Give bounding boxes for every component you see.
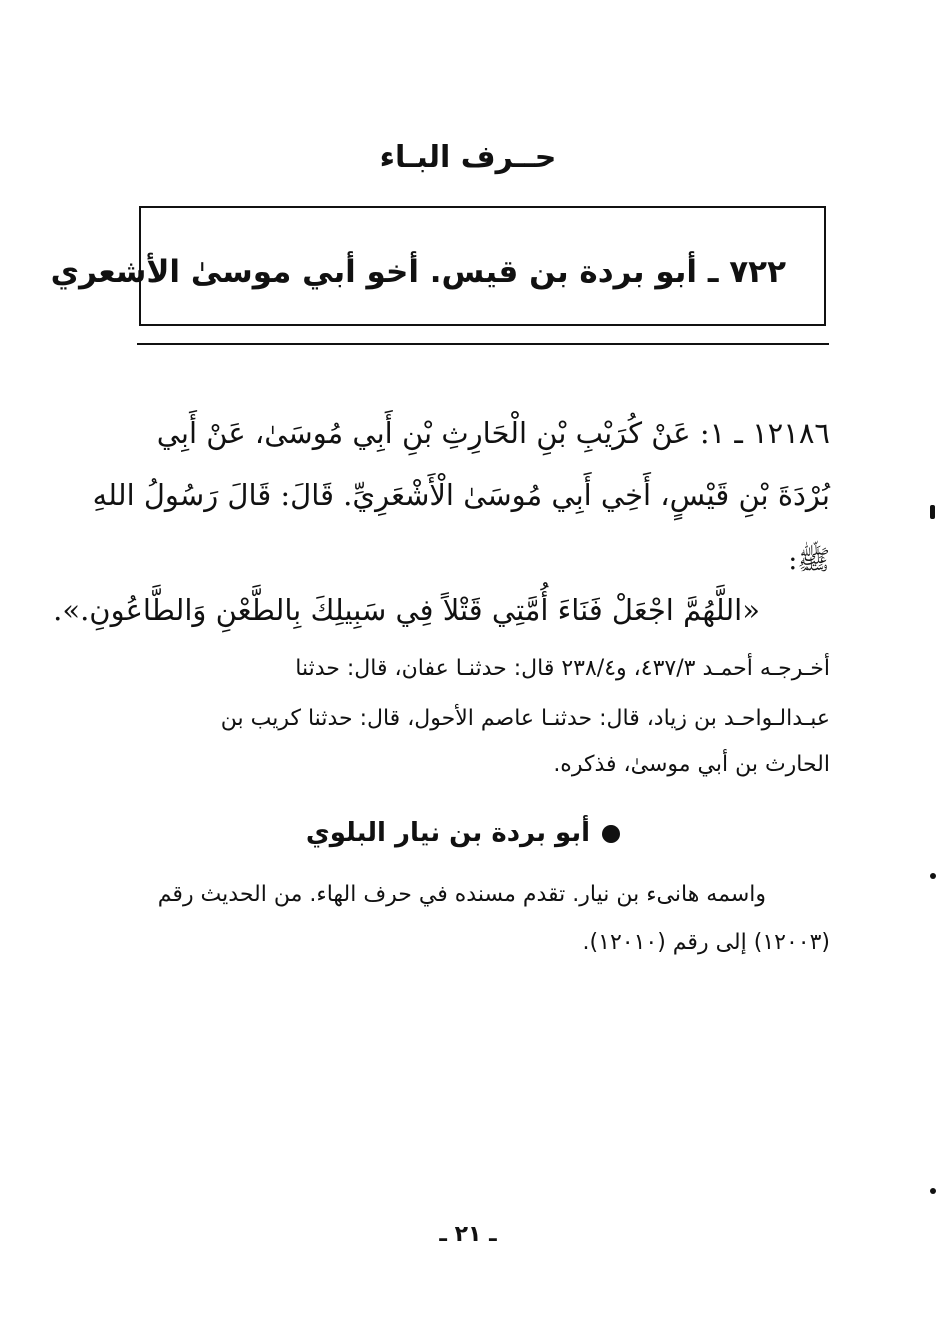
source-line: الحارث بن أبي موسىٰ، فذكره.	[553, 752, 830, 777]
hadith-quote-line: «اللَّهُمَّ اجْعَلْ فَنَاءَ أُمَّتِي قَتْلاً فِي سَبِيلِكَ بِالطَّعْنِ وَالطَّاعُونِ.».	[53, 593, 760, 627]
divider-rule	[137, 343, 829, 345]
entry-title-box	[50, 206, 826, 326]
entry-title: ٧٢٢ ـ أبو بردة بن قيس. أخو أبي موسىٰ الأشعري	[50, 254, 786, 290]
source-line: عبـدالـواحـد بن زياد، قال: حدثنـا عاصم الأحول، قال: حدثنا كريب بن	[220, 706, 830, 731]
hadith-line: بُرْدَةَ بْنِ قَيْسٍ، أَخِي أَبِي مُوسَىٰ الْأَشْعَرِيِّ. قَالَ: قَالَ رَسُولُ اللهِ	[92, 478, 830, 512]
note-line: واسمه هانىء بن نيار. تقدم مسنده في حرف الهاء. من الحديث رقم	[157, 882, 766, 907]
bullet-icon	[602, 825, 620, 843]
sub-entry-heading	[306, 818, 620, 848]
hadith-line: ﷺ:	[788, 545, 830, 576]
section-heading: حــرف البـاء	[379, 140, 557, 175]
source-line: أخـرجـه أحمـد ٤٣٧/٣، و٢٣٨/٤ قال: حدثنـا عفان، قال: حدثنا	[295, 656, 830, 681]
scan-edge-mark	[930, 873, 936, 879]
scan-edge-mark	[930, 1188, 936, 1194]
page-number: ـ ٢١ ـ	[439, 1222, 497, 1247]
scan-edge-mark	[930, 505, 935, 519]
hadith-line: ١٢١٨٦ ـ ١: عَنْ كُرَيْبِ بْنِ الْحَارِثِ بْنِ أَبِي مُوسَىٰ، عَنْ أَبِي	[156, 416, 830, 450]
note-line: (١٢٠٠٣) إلى رقم (١٢٠١٠).	[582, 930, 830, 955]
sub-entry-heading-text: أبو بردة بن نيار البلوي	[305, 818, 590, 848]
